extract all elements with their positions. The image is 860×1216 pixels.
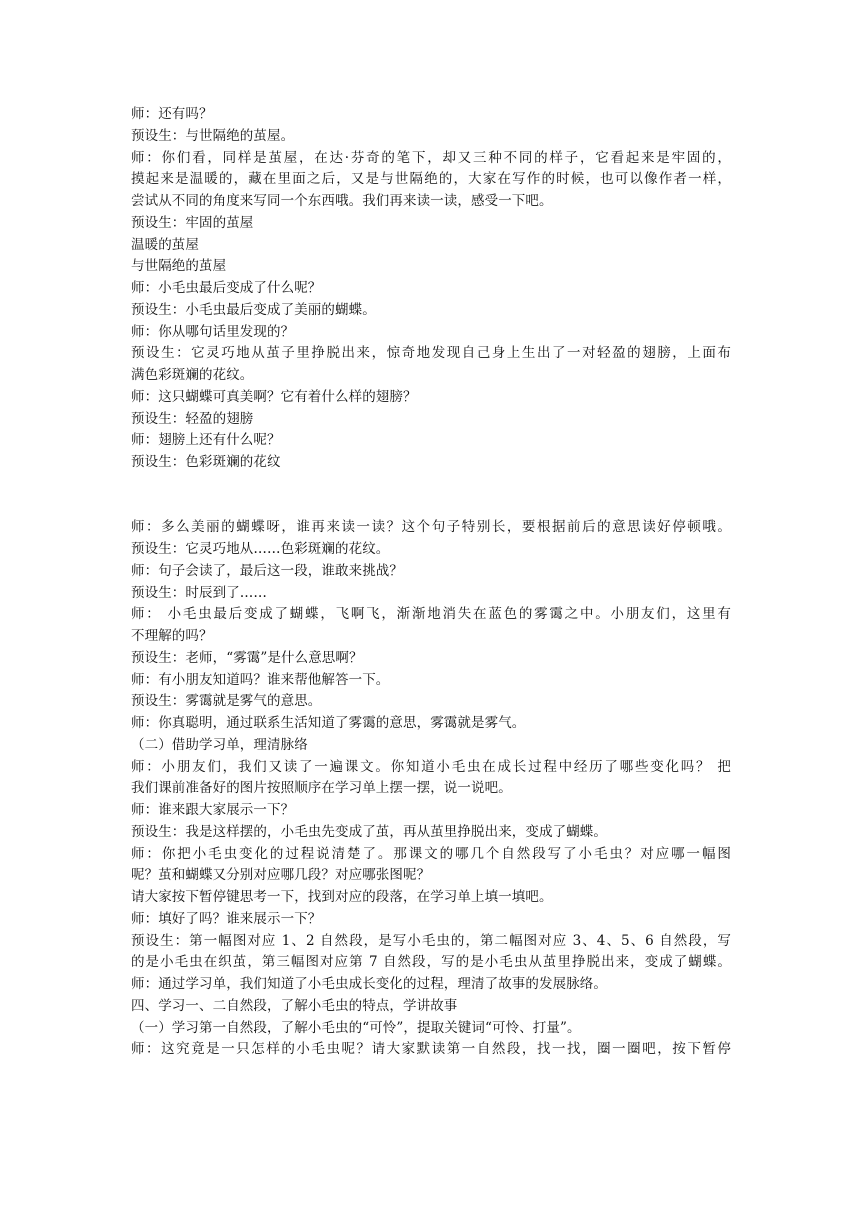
text-line: 预设生：我是这样摆的，小毛虫先变成了茧，再从茧里挣脱出来，变成了蝴蝶。 [131, 823, 607, 840]
text-line: 摸起来是温暖的，藏在里面之后，又是与世隔绝的，大家在写作的时候，也可以像作者一样， [131, 171, 731, 188]
text-line: 师：有小朋友知道吗？谁来帮他解答一下。 [131, 671, 390, 688]
text-line: 预设生：与世隔绝的茧屋。 [131, 127, 295, 144]
text-line: 预设生：牢固的茧屋 [131, 214, 254, 231]
text-line: 呢？茧和蝴蝶又分别对应哪几段？对应哪张图呢？ [131, 867, 431, 884]
text-line: 的是小毛虫在织茧，第三幅图对应第 7 自然段，写的是小毛虫从茧里挣脱出来，变成了蝴蝶。 [131, 954, 731, 971]
text-line: 预设生：时辰到了…… [131, 584, 267, 601]
text-line: 师：通过学习单，我们知道了小毛虫成长变化的过程，理清了故事的发展脉络。 [131, 976, 607, 992]
text-line: （二）借助学习单，理清脉络 [131, 736, 308, 753]
text-line: 预设生：第一幅图对应 1、2 自然段，是写小毛虫的，第二幅图对应 3、4、5、6 自然段，写 [131, 932, 731, 949]
text-line: 预设生：它灵巧地从茧子里挣脱出来，惊奇地发现自己身上生出了一对轻盈的翅膀，上面布 [131, 345, 731, 362]
text-line: 与世隔绝的茧屋 [131, 258, 227, 275]
text-line: 师：小朋友们，我们又读了一遍课文。你知道小毛虫在成长过程中经历了哪些变化吗？ 把 [131, 758, 731, 775]
text-line: 预设生：小毛虫最后变成了美丽的蝴蝶。 [131, 301, 376, 318]
text-line: 师：谁来跟大家展示一下？ [131, 802, 295, 818]
text-line: 尝试从不同的角度来写同一个东西哦。我们再来读一读，感受一下吧。 [131, 193, 553, 209]
text-line: 师：句子会读了，最后这一段，谁敢来挑战？ [131, 562, 403, 579]
text-line: 预设生：它灵巧地从……色彩斑斓的花纹。 [131, 541, 390, 557]
document-body [131, 104, 731, 1061]
section-gap [131, 474, 731, 518]
text-line: 预设生：老师，“雾霭”是什么意思啊？ [131, 649, 363, 666]
text-line: 师： 小毛虫最后变成了蝴蝶，飞啊飞，渐渐地消失在蓝色的雾霭之中。小朋友们，这里有 [131, 606, 731, 623]
text-line: 预设生：雾霭就是雾气的意思。 [131, 693, 322, 710]
text-line: 师：还有吗？ [131, 106, 213, 122]
text-line: 师：这只蝴蝶可真美啊？它有着什么样的翅膀？ [131, 388, 417, 405]
text-line: 师：这究竟是一只怎样的小毛虫呢？请大家默读第一自然段，找一找，圈一圈吧，按下暂停 [131, 1041, 731, 1058]
text-line: 预设生：色彩斑斓的花纹 [131, 454, 281, 470]
text-line: 师：多么美丽的蝴蝶呀，谁再来读一读？这个句子特别长，要根据前后的意思读好停顿哦。 [131, 519, 731, 536]
text-line: 不理解的吗？ [131, 628, 213, 644]
text-line: 四、学习一、二自然段，了解小毛虫的特点，学讲故事 [131, 997, 458, 1014]
text-line: 师：你真聪明，通过联系生活知道了雾霭的意思，雾霭就是雾气。 [131, 715, 526, 731]
text-line: 我们课前准备好的图片按照顺序在学习单上摆一摆，说一说吧。 [131, 780, 512, 797]
text-line: 师：填好了吗？谁来展示一下？ [131, 910, 322, 927]
text-line: 师：你们看，同样是茧屋，在达·芬奇的笔下，却又三种不同的样子，它看起来是牢固的， [131, 149, 731, 166]
text-line: 满色彩斑斓的花纹。 [131, 367, 254, 383]
text-line: 师：你把小毛虫变化的过程说清楚了。那课文的哪几个自然段写了小毛虫？对应哪一幅图 [131, 845, 731, 862]
text-line: 师：翅膀上还有什么呢？ [131, 432, 281, 449]
text-line: 请大家按下暂停键思考一下，找到对应的段落，在学习单上填一填吧。 [131, 889, 553, 905]
text-line: 师：你从哪句话里发现的？ [131, 323, 295, 340]
text-line: 预设生：轻盈的翅膀 [131, 410, 254, 427]
text-line: 师：小毛虫最后变成了什么呢？ [131, 280, 322, 296]
text-line: 温暖的茧屋 [131, 236, 199, 253]
text-line: （一）学习第一自然段，了解小毛虫的“可怜”，提取关键词“可怜、打量”。 [131, 1019, 581, 1036]
